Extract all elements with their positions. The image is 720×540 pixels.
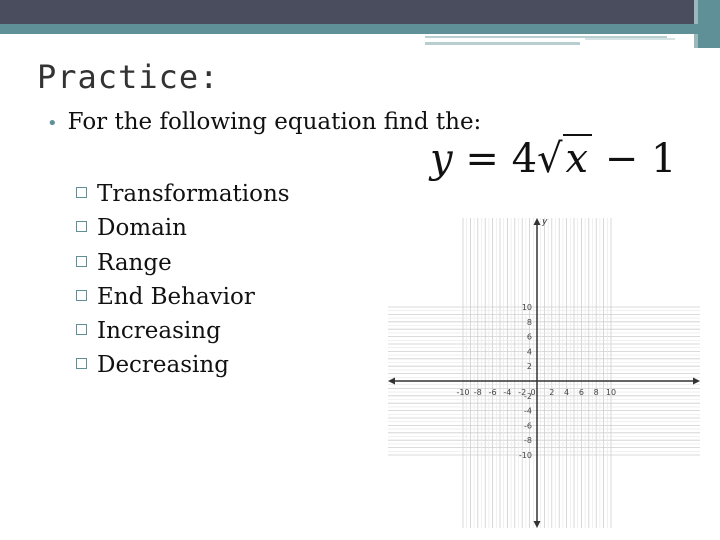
square-bullet-icon	[76, 290, 87, 301]
y-tick-label: 6	[526, 332, 532, 342]
list-item: Range	[76, 250, 290, 284]
header-band	[0, 24, 700, 34]
x-tick-label: 4	[564, 388, 570, 397]
y-tick-label: -4	[524, 406, 532, 416]
x-tick-label: -10	[456, 388, 470, 397]
list-item: Transformations	[76, 181, 290, 215]
main-bullet-text: For the following equation find the:	[67, 109, 482, 135]
equation-radicand: x	[563, 134, 593, 182]
list-item: End Behavior	[76, 284, 290, 318]
y-axis-arrow-up-icon	[534, 218, 541, 225]
y-tick-label: 4	[526, 347, 532, 357]
square-bullet-icon	[76, 358, 87, 369]
square-bullet-icon	[76, 324, 87, 335]
y-tick-label: -6	[524, 421, 532, 431]
x-tick-label: 0	[530, 388, 536, 397]
square-bullet-icon	[76, 256, 87, 267]
x-tick-label: 2	[549, 388, 555, 397]
x-axis-arrow-left-icon	[388, 378, 395, 385]
y-axis-arrow-down-icon	[534, 521, 541, 528]
coordinate-grid	[384, 212, 704, 532]
y-axis-label: y	[542, 217, 548, 227]
decorative-lines	[425, 36, 700, 50]
sqrt-symbol: √x	[537, 134, 592, 182]
equation-equals: =	[465, 136, 499, 182]
y-tick-label: -8	[524, 436, 532, 446]
list-item: Domain	[76, 215, 290, 249]
y-tick-label: 8	[526, 317, 532, 327]
header-accent-block	[698, 0, 720, 48]
grid-lines	[388, 218, 700, 528]
x-tick-label: -6	[488, 388, 497, 397]
equation-lhs: y	[430, 136, 453, 182]
equation-minus: −	[604, 136, 639, 182]
equation-coefficient: 4	[511, 136, 538, 182]
y-tick-label: -10	[518, 451, 532, 460]
header-bar	[0, 0, 720, 24]
x-tick-label: 10	[605, 388, 617, 397]
main-bullet	[47, 109, 481, 135]
slide-title: Practice:	[37, 58, 220, 96]
bullet-dot-icon: •	[47, 113, 58, 134]
equation-constant: 1	[651, 136, 677, 182]
y-tick-label: 2	[526, 362, 532, 372]
x-tick-label: 6	[578, 388, 584, 397]
sub-bullet-list	[76, 181, 290, 387]
y-tick-label: 10	[521, 303, 532, 312]
list-item: Decreasing	[76, 352, 290, 386]
x-axis-arrow-right-icon	[693, 378, 700, 385]
square-bullet-icon	[76, 221, 87, 232]
list-item: Increasing	[76, 318, 290, 352]
equation	[430, 134, 676, 182]
square-bullet-icon	[76, 187, 87, 198]
x-tick-label: -4	[503, 388, 512, 397]
y-tick-label: -2	[524, 391, 532, 401]
x-tick-label: -8	[473, 388, 482, 397]
x-tick-label: 8	[593, 388, 599, 397]
x-tick-label: -2	[518, 388, 527, 397]
